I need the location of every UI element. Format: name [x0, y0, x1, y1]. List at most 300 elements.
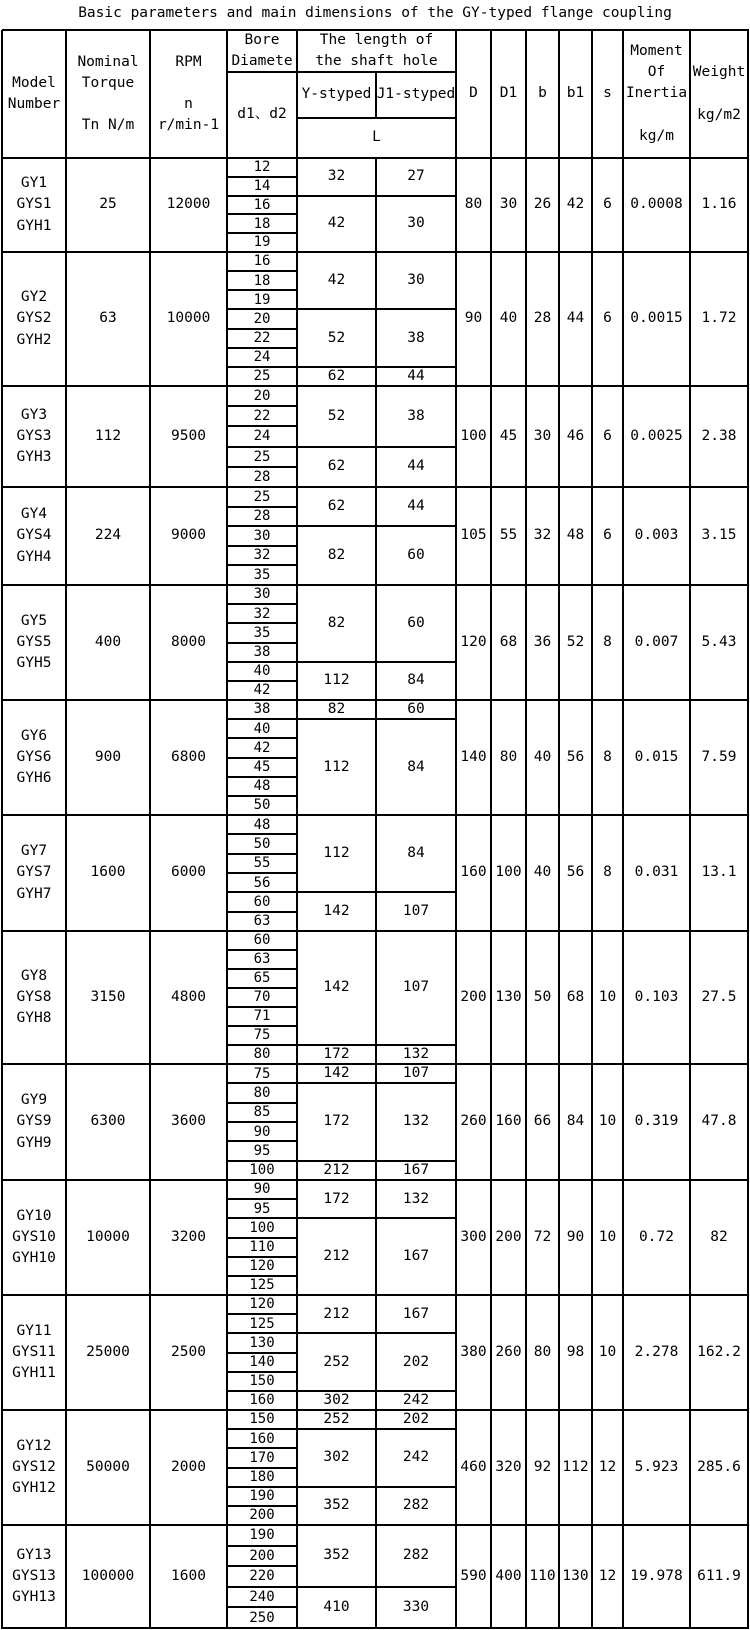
dimension-b1: 90 [566, 1228, 585, 1245]
table-rule [227, 1545, 298, 1547]
bore-diameter: 130 [249, 1334, 275, 1351]
bore-diameter: 18 [253, 272, 271, 289]
table-rule [227, 176, 298, 178]
bore-diameter: 25 [253, 448, 271, 465]
table-rule [747, 30, 749, 1629]
dimension-b: 36 [533, 633, 552, 650]
y-styped-length: 302 [323, 1449, 350, 1466]
table-rule [227, 1352, 298, 1354]
table-rule [227, 1275, 298, 1277]
y-styped-length: 52 [327, 407, 346, 424]
bore-diameter: 16 [253, 196, 271, 213]
dimension-D: 200 [460, 988, 487, 1005]
table-rule [227, 757, 298, 759]
bore-diameter: 42 [253, 682, 271, 699]
bore-diameter: 14 [253, 178, 271, 195]
weight-value: 285.6 [697, 1458, 741, 1475]
bore-diameter: 45 [253, 758, 271, 775]
table-rule [227, 466, 298, 468]
header-rpm [150, 30, 227, 158]
table-rule [227, 1102, 298, 1104]
header-bore-diameter-line: Diamete [231, 53, 293, 69]
bore-diameter: 20 [253, 310, 271, 327]
dimension-b1: 56 [566, 748, 585, 765]
nominal-torque: 1600 [90, 864, 126, 881]
dimension-b: 66 [533, 1113, 552, 1130]
dimension-s: 6 [603, 310, 612, 327]
table-rule [226, 30, 228, 1629]
nominal-torque: 25 [99, 196, 117, 213]
weight-value: 5.43 [701, 633, 737, 650]
table-rule [227, 1371, 298, 1373]
table-rule [375, 158, 377, 1629]
model-number-line: GY4 [20, 506, 48, 523]
table-rule [227, 737, 298, 739]
dimension-b: 32 [533, 527, 552, 544]
nominal-torque: 6300 [90, 1113, 126, 1130]
j1-styped-length: 167 [402, 1161, 430, 1178]
bore-diameter: 22 [253, 329, 271, 346]
rpm-value: 3200 [171, 1228, 206, 1245]
y-styped-length: 142 [323, 979, 350, 996]
model-number-line: GY2 [20, 289, 48, 306]
bore-diameter: 25 [253, 368, 271, 385]
table-rule [227, 968, 298, 970]
dimension-b1: 42 [566, 196, 585, 213]
rpm-value: 10000 [166, 310, 211, 327]
model-number-line: GYH6 [16, 770, 52, 786]
bore-diameter: 220 [249, 1568, 275, 1585]
dimension-D: 590 [460, 1567, 487, 1584]
model-number-line: GYS13 [12, 1567, 56, 1584]
header-b: b [538, 85, 547, 102]
table-rule [227, 1006, 298, 1008]
bore-diameter: 40 [253, 663, 271, 680]
bore-diameter: 55 [253, 855, 271, 872]
table-rule [227, 71, 298, 73]
table-rule [227, 1140, 298, 1142]
dimension-b: 92 [533, 1458, 552, 1475]
bore-diameter: 56 [253, 874, 271, 891]
header-shaft-hole-length-line: The length of [319, 31, 434, 48]
j1-styped-length: 44 [407, 458, 425, 475]
dimension-s: 12 [598, 1458, 617, 1475]
model-number [2, 700, 66, 815]
bore-diameter: 240 [249, 1588, 275, 1605]
model-number-line: GYS6 [16, 748, 52, 765]
moment-of-inertia: 0.103 [634, 988, 679, 1005]
table-rule [455, 30, 457, 1629]
rpm-value: 8000 [171, 633, 206, 650]
model-number-line: GYS5 [16, 633, 52, 650]
model-number-line: GYH13 [12, 1589, 56, 1605]
dimension-b: 50 [533, 988, 552, 1005]
nominal-torque: 50000 [86, 1458, 130, 1475]
model-number-line: GYS9 [16, 1113, 52, 1130]
header-moment-of-inertia-line: kg/m [639, 127, 674, 144]
bore-diameter: 12 [253, 159, 271, 176]
table-rule [227, 603, 298, 605]
bore-diameter: 75 [253, 1027, 271, 1044]
weight-value: 1.72 [701, 310, 737, 327]
moment-of-inertia: 0.015 [634, 748, 679, 765]
bore-diameter: 200 [249, 1547, 275, 1564]
dimension-b1: 48 [566, 527, 585, 544]
nominal-torque: 224 [94, 527, 122, 544]
nominal-torque: 100000 [81, 1567, 135, 1584]
table-rule [227, 525, 298, 527]
bore-diameter: 180 [249, 1468, 275, 1485]
dimension-D: 80 [464, 196, 483, 213]
y-styped-length: 112 [323, 845, 350, 862]
y-styped-length: 302 [323, 1391, 350, 1408]
dimension-D: 140 [460, 748, 487, 765]
bore-diameter: 160 [249, 1392, 275, 1409]
model-number-line: GYH1 [16, 217, 52, 234]
y-styped-length: 42 [327, 215, 346, 232]
model-number-line: GYS4 [16, 527, 52, 544]
table-rule [227, 506, 298, 508]
header-rpm-line: r/min-1 [157, 117, 220, 134]
model-number [2, 252, 66, 386]
model-number-line: GYS1 [16, 196, 52, 213]
j1-styped-length: 107 [402, 979, 430, 996]
j1-styped-length: 84 [407, 758, 425, 775]
y-styped-length: 82 [327, 701, 346, 718]
header-s: s [603, 85, 612, 102]
j1-styped-length: 27 [407, 168, 425, 185]
j1-styped-length: 84 [407, 845, 425, 862]
j1-styped-length: 242 [402, 1449, 430, 1466]
table-rule [227, 195, 298, 197]
dimension-b: 110 [529, 1567, 556, 1584]
dimension-b: 40 [533, 748, 552, 765]
bore-diameter: 70 [253, 989, 271, 1006]
bore-diameter: 110 [249, 1238, 275, 1255]
bore-diameter: 90 [253, 1181, 271, 1198]
dimension-D1: 320 [495, 1458, 522, 1475]
moment-of-inertia: 0.0015 [630, 310, 683, 327]
j1-styped-length: 282 [402, 1547, 430, 1564]
y-styped-length: 42 [327, 272, 346, 289]
table-rule [297, 71, 457, 73]
moment-of-inertia: 0.031 [634, 864, 679, 881]
bore-diameter: 120 [249, 1258, 275, 1275]
j1-styped-length: 44 [407, 367, 425, 384]
bore-diameter: 150 [249, 1373, 275, 1390]
bore-diameter: 25 [253, 488, 271, 505]
bore-diameter: 32 [253, 605, 271, 622]
table-rule [227, 1467, 298, 1469]
table-rule [227, 1606, 298, 1608]
bore-diameter: 38 [253, 643, 271, 660]
header-moment-of-inertia-line: Moment [630, 43, 683, 60]
header-j1-styped: J1-styped [376, 86, 456, 103]
table-rule [227, 1565, 298, 1567]
dimension-b1: 130 [562, 1567, 589, 1584]
header-weight [690, 30, 748, 158]
model-number [2, 1525, 66, 1628]
dimension-s: 10 [598, 1113, 617, 1130]
rpm-value: 4800 [171, 988, 206, 1005]
header-bore-diameter-line: Bore [244, 31, 280, 48]
bore-diameter: 190 [249, 1488, 275, 1505]
dimension-b1: 84 [566, 1113, 585, 1130]
bore-diameter: 170 [249, 1449, 275, 1466]
bore-diameter: 63 [253, 951, 271, 968]
nominal-torque: 25000 [86, 1343, 130, 1360]
header-bore-diameter [227, 30, 297, 72]
model-number-line: GY11 [16, 1322, 52, 1339]
y-styped-length: 252 [323, 1411, 350, 1428]
y-styped-length: 172 [323, 1046, 350, 1062]
dimension-D: 300 [460, 1228, 487, 1245]
model-number [2, 1064, 66, 1180]
model-number-line: GY7 [20, 843, 48, 860]
bore-diameter: 65 [253, 970, 271, 987]
table-rule [227, 1082, 298, 1084]
bore-diameter: 20 [253, 387, 271, 404]
dimension-D: 260 [460, 1113, 487, 1130]
dimension-D1: 55 [499, 527, 518, 544]
dimension-b1: 52 [566, 633, 585, 650]
dimension-s: 6 [603, 427, 612, 444]
model-number [2, 1180, 66, 1295]
table-rule [227, 270, 298, 272]
table-rule [227, 1428, 298, 1430]
model-number-line: GY1 [20, 175, 48, 192]
y-styped-length: 212 [323, 1305, 350, 1322]
dimension-D1: 40 [499, 310, 518, 327]
table-rule [558, 30, 560, 1629]
model-number-line: GYS12 [12, 1458, 56, 1475]
rpm-value: 6000 [171, 864, 206, 881]
dimension-s: 8 [603, 633, 612, 650]
y-styped-length: 142 [323, 903, 350, 920]
table-rule [689, 30, 691, 1629]
rpm-value: 9000 [171, 527, 206, 544]
bore-diameter: 28 [253, 508, 271, 525]
y-styped-length: 410 [323, 1598, 350, 1615]
header-nominal-torque-line: Torque [81, 74, 135, 91]
moment-of-inertia: 0.003 [634, 527, 679, 544]
bore-diameter: 19 [253, 234, 271, 251]
header-nominal-torque-line [104, 94, 113, 115]
y-styped-length: 112 [323, 672, 350, 689]
bore-diameter: 50 [253, 797, 271, 814]
table-rule [227, 1237, 298, 1239]
bore-diameter: 24 [253, 349, 271, 366]
model-number [2, 158, 66, 252]
table-rule [622, 30, 624, 1629]
table-rule [490, 30, 492, 1629]
dimension-b1: 56 [566, 864, 585, 881]
dimension-b: 40 [533, 864, 552, 881]
bore-diameter: 18 [253, 215, 271, 232]
model-number-line: GYS2 [16, 310, 52, 327]
j1-styped-length: 202 [402, 1411, 430, 1428]
weight-value: 27.5 [701, 988, 737, 1005]
y-styped-length: 252 [323, 1353, 350, 1370]
table-rule [227, 1025, 298, 1027]
model-number [2, 487, 66, 585]
bore-diameter: 24 [253, 428, 271, 445]
table-rule [227, 1313, 298, 1315]
bore-diameter: 160 [249, 1430, 275, 1447]
j1-styped-length: 202 [402, 1353, 430, 1370]
bore-diameter: 22 [253, 408, 271, 425]
weight-value: 7.59 [701, 748, 737, 765]
header-nominal-torque [66, 30, 150, 158]
table-rule [227, 1447, 298, 1449]
j1-styped-length: 30 [407, 215, 425, 232]
table-rule [525, 30, 527, 1629]
dimension-D1: 200 [495, 1228, 522, 1245]
j1-styped-length: 132 [402, 1046, 430, 1062]
bore-diameter: 250 [249, 1609, 275, 1626]
j1-styped-length: 282 [402, 1497, 430, 1514]
dimension-b1: 112 [562, 1458, 589, 1475]
model-number-line: GYH4 [16, 548, 52, 565]
table-rule [227, 911, 298, 913]
table-rule [375, 72, 377, 119]
table-rule [227, 213, 298, 215]
moment-of-inertia: 5.923 [634, 1458, 679, 1475]
dimension-s: 8 [603, 864, 612, 881]
rpm-value: 6800 [171, 748, 206, 765]
table-rule [227, 642, 298, 644]
header-moment-of-inertia [623, 30, 690, 158]
table-rule [227, 545, 298, 547]
model-number [2, 815, 66, 931]
model-number-line: GYH12 [12, 1480, 56, 1496]
table-rule [227, 564, 298, 566]
bore-diameter: 120 [249, 1296, 275, 1313]
bore-diameter: 32 [253, 547, 271, 564]
weight-value: 2.38 [701, 427, 737, 444]
bore-diameter: 60 [253, 932, 271, 949]
bore-diameter: 35 [253, 624, 271, 641]
dimension-D: 160 [460, 864, 487, 881]
weight-value: 611.9 [697, 1567, 741, 1584]
bore-diameter: 19 [253, 291, 271, 308]
bore-diameter: 125 [249, 1277, 275, 1294]
header-shaft-hole-length [297, 30, 456, 72]
j1-styped-length: 60 [407, 614, 425, 631]
header-bore-d1-d2: d1、d2 [237, 106, 287, 123]
bore-diameter: 30 [253, 527, 271, 544]
y-styped-length: 212 [323, 1248, 350, 1265]
table-rule [227, 1198, 298, 1200]
bore-diameter: 50 [253, 835, 271, 852]
dimension-s: 12 [598, 1567, 617, 1584]
dimension-D1: 45 [499, 427, 518, 444]
header-rpm-line: n [184, 96, 193, 112]
table-rule [65, 30, 67, 1629]
table-rule [227, 987, 298, 989]
table-rule [227, 232, 298, 234]
header-weight-line [715, 83, 724, 104]
model-number-line: GYH5 [16, 655, 52, 671]
dimension-b: 26 [533, 196, 552, 213]
model-number-line: GY6 [20, 727, 48, 744]
bore-diameter: 28 [253, 468, 271, 485]
dimension-s: 10 [598, 988, 617, 1005]
y-styped-length: 82 [327, 614, 346, 631]
table-rule [227, 853, 298, 855]
moment-of-inertia: 0.319 [634, 1113, 679, 1130]
dimension-D: 120 [460, 633, 487, 650]
table-rule [227, 1256, 298, 1258]
y-styped-length: 62 [327, 458, 346, 475]
bore-diameter: 80 [253, 1046, 271, 1063]
bore-diameter: 48 [253, 816, 271, 833]
rpm-value: 2000 [171, 1458, 206, 1475]
j1-styped-length: 132 [402, 1113, 430, 1130]
dimension-s: 8 [603, 748, 612, 765]
model-number-line: GY8 [20, 967, 48, 984]
table-rule [227, 1586, 298, 1588]
table-rule [227, 1160, 298, 1162]
y-styped-length: 62 [327, 498, 346, 515]
table-rule [227, 1505, 298, 1507]
rpm-value: 3600 [171, 1113, 206, 1130]
dimension-D: 100 [460, 427, 487, 444]
table-rule [227, 891, 298, 893]
nominal-torque: 400 [94, 633, 122, 650]
bore-diameter: 16 [253, 253, 271, 270]
y-styped-length: 352 [323, 1547, 350, 1564]
dimension-D1: 68 [499, 633, 518, 650]
table-rule [227, 1217, 298, 1219]
header-weight-line: kg/m2 [697, 106, 741, 123]
bore-diameter: 63 [253, 913, 271, 930]
bore-diameter: 30 [253, 586, 271, 603]
dimension-b: 80 [533, 1343, 552, 1360]
weight-value: 162.2 [697, 1343, 741, 1360]
moment-of-inertia: 0.0025 [630, 427, 683, 444]
y-styped-length: 82 [327, 547, 346, 564]
table-rule [227, 833, 298, 835]
table-rule [227, 949, 298, 951]
bore-diameter: 80 [253, 1084, 271, 1101]
dimension-D: 90 [464, 310, 483, 327]
bore-diameter: 100 [249, 1162, 275, 1179]
weight-value: 13.1 [701, 864, 737, 881]
rpm-value: 12000 [166, 196, 211, 213]
j1-styped-length: 167 [402, 1248, 430, 1265]
table-rule [227, 1121, 298, 1123]
model-number [2, 1410, 66, 1525]
model-number-line: GYS10 [12, 1228, 56, 1245]
nominal-torque: 112 [94, 427, 122, 444]
dimension-b1: 46 [566, 427, 585, 444]
header-nominal-torque-line: Tn N/m [81, 117, 135, 134]
bore-diameter: 75 [253, 1065, 271, 1082]
dimension-D1: 130 [495, 988, 522, 1005]
model-number [2, 386, 66, 487]
weight-value: 47.8 [701, 1113, 737, 1130]
model-number-line: GYS3 [16, 427, 52, 444]
header-d: D [469, 85, 478, 102]
model-number-line: GYH9 [16, 1134, 52, 1151]
dimension-D1: 100 [495, 864, 522, 881]
bore-diameter: 60 [253, 893, 271, 910]
model-number-line: GYH2 [16, 331, 52, 348]
table-rule [227, 1486, 298, 1488]
table-rule [1, 30, 3, 1629]
model-number [2, 585, 66, 700]
